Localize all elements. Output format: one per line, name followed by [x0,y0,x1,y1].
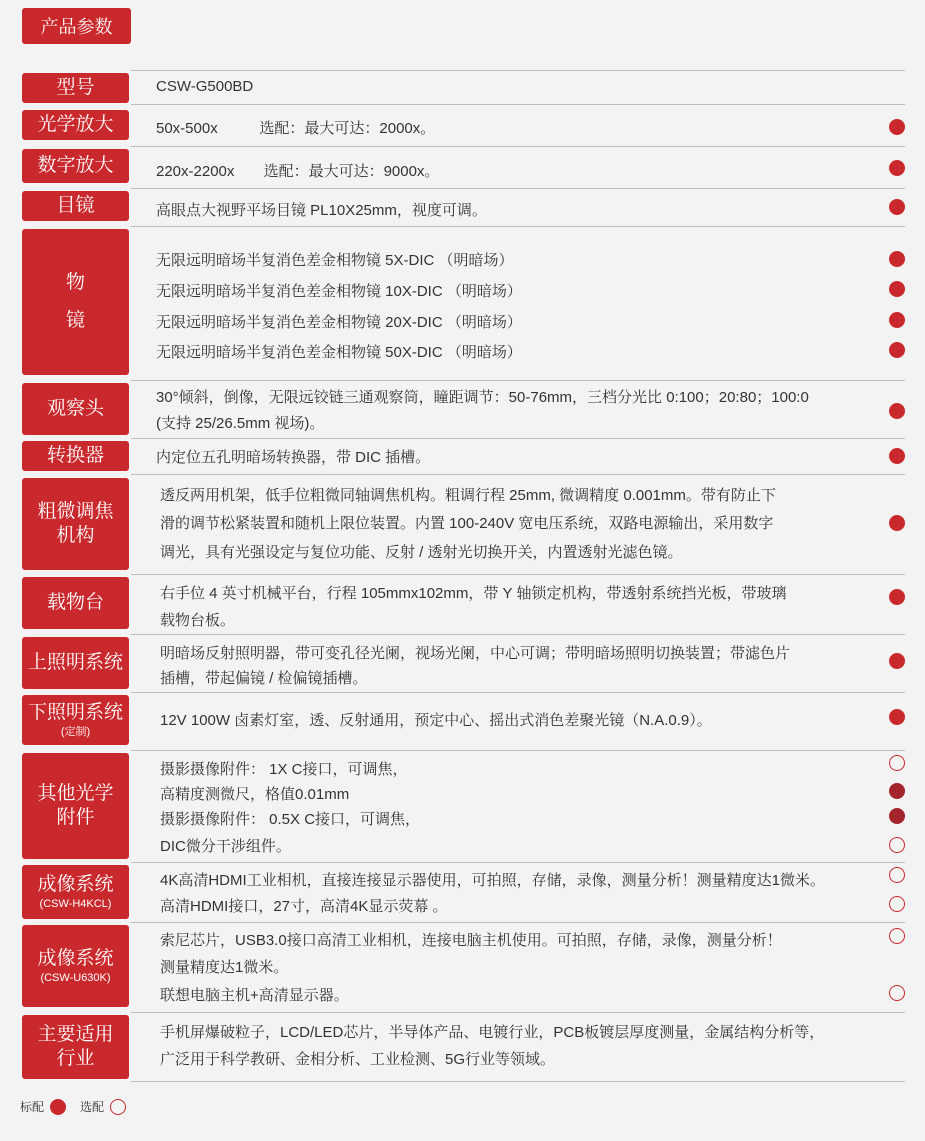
row-divider [131,380,905,381]
spec-value-line: 高眼点大视野平场目镜 PL10X25mm，视度可调。 [156,202,487,219]
spec-value-line: 载物台板。 [160,612,236,629]
row-divider [131,862,905,863]
spec-value-line: 内定位五孔明暗场转换器，带 DIC 插槽。 [156,449,431,466]
spec-label-text: 附件 [56,807,95,828]
spec-label-text: 物 [65,272,85,293]
spec-label-text: 载物台 [46,592,104,613]
spec-value-line: 联想电脑主机+高清显示器。 [160,987,349,1004]
spec-label [22,1015,129,1079]
spec-value-line: 调光，具有光强设定与复位功能、反射 / 透射光切换开关，内置透射光滤色镜。 [160,544,683,561]
row-divider [131,574,905,575]
spec-value-line: 测量精度达1微米。 [160,959,289,976]
standard-dot-icon [889,119,905,135]
standard-dot-icon [889,808,905,824]
spec-value-line: 摄影摄像附件： 1X C接口，可调焦， [160,761,408,778]
row-divider [131,474,905,475]
spec-label-text: 粗微调焦 [37,501,114,522]
spec-value-line: 高精度测微尺，格值0.01mm [160,786,350,803]
row-divider [131,750,905,751]
spec-label-subtext: (CSW-H4KCL) [39,898,112,910]
spec-value-line: DIC微分干涉组件。 [160,838,291,855]
standard-dot-icon [889,515,905,531]
standard-dot-icon [889,783,905,799]
legend-standard-label: 标配 [20,1100,45,1114]
standard-dot-icon [889,589,905,605]
spec-label [22,478,129,570]
spec-value-line: 索尼芯片，USB3.0接口高清工业相机，连接电脑主机使用。可拍照，存储，录像，测量分析！ [160,932,782,949]
spec-label-text: 数字放大 [37,155,114,176]
row-divider [131,634,905,635]
spec-label [22,73,129,103]
spec-value-line: 无限远明暗场半复消色差金相物镜 5X-DIC （明暗场） [156,252,514,269]
optional-dot-icon [889,896,905,912]
standard-dot-icon [889,160,905,176]
spec-value-line: 明暗场反射照明器，带可变孔径光阑，视场光阑，中心可调；带明暗场照明切换装置；带滤色片 [160,645,791,662]
optional-dot-icon [889,755,905,771]
spec-value-line: 4K高清HDMI工业相机，直接连接显示器使用，可拍照，存储，录像，测量分析！测量精度达1微米。 [160,872,826,889]
spec-label-subtext: (定制) [60,726,91,738]
spec-value-line: 无限远明暗场半复消色差金相物镜 10X-DIC （明暗场） [156,283,522,300]
standard-dot-icon [889,709,905,725]
spec-label [22,383,129,435]
standard-dot-icon [889,653,905,669]
spec-label-text: 转换器 [46,445,104,466]
row-divider [131,438,905,439]
standard-dot-icon [889,448,905,464]
spec-label-text: 成像系统 [37,874,114,895]
spec-label-text: 主要适用 [37,1024,114,1045]
table-bottom-divider [131,1081,905,1082]
spec-value-line: 无限远明暗场半复消色差金相物镜 50X-DIC （明暗场） [156,344,522,361]
legend-optional-label: 选配 [80,1100,105,1114]
spec-value-line: 50x-500x 选配：最大可达：2000x。 [156,120,436,137]
spec-value-line: CSW-G500BD [156,78,254,95]
spec-value-line: (支持 25/26.5mm 视场)。 [156,415,325,432]
legend-standard-dot-icon [50,1099,66,1115]
spec-label-text: 光学放大 [37,114,114,135]
legend-optional-dot-icon [110,1099,126,1115]
spec-value-line: 高清HDMI接口，27寸，高清4K显示荧幕 。 [160,898,448,915]
optional-dot-icon [889,837,905,853]
spec-label [22,191,129,221]
standard-dot-icon [889,251,905,267]
spec-value-line: 滑的调节松紧装置和随机上限位装置。内置 100-240V 宽电压系统，双路电源输出，采用数字 [160,515,774,532]
row-divider [131,1012,905,1013]
row-divider [131,188,905,189]
spec-label [22,637,129,689]
section-title: 产品参数 [40,17,113,37]
spec-value-line: 无限远明暗场半复消色差金相物镜 20X-DIC （明暗场） [156,314,522,331]
standard-dot-icon [889,312,905,328]
spec-label [22,925,129,1007]
optional-dot-icon [889,867,905,883]
spec-label [22,441,129,471]
spec-label-text: 行业 [56,1048,95,1069]
spec-label [22,229,129,375]
spec-value-line: 透反两用机架，低手位粗微同轴调焦机构。粗调行程 25mm, 微调精度 0.001mm。带有防止下 [160,487,776,504]
spec-label-text: 上照明系统 [27,652,123,673]
spec-value-line: 广泛用于科学教研、金相分析、工业检测、5G行业等领域。 [160,1051,556,1068]
standard-dot-icon [889,281,905,297]
spec-label-text: 其他光学 [37,783,114,804]
standard-dot-icon [889,342,905,358]
legend [20,1098,140,1115]
row-divider [131,922,905,923]
optional-dot-icon [889,928,905,944]
spec-value-line: 手机屏爆破粒子，LCD/LED芯片，半导体产品、电镀行业，PCB板镀层厚度测量，金属结构分析等， [160,1024,825,1041]
spec-label-text: 观察头 [46,398,104,419]
standard-dot-icon [889,403,905,419]
spec-value-line: 12V 100W 卤素灯室，透、反射通用，预定中心、摇出式消色差聚光镜（N.A.0.9）。 [160,712,712,729]
spec-label-text: 机构 [56,525,95,546]
row-divider [131,104,905,105]
spec-value-line: 30°倾斜，倒像，无限远铰链三通观察筒，瞳距调节：50-76mm，三档分光比 0:100；20:80；100:0 [156,389,809,406]
row-divider [131,226,905,227]
row-divider [131,692,905,693]
spec-label-text: 目镜 [56,195,95,216]
spec-label-subtext: (CSW-U630K) [40,972,111,984]
spec-label-text: 镜 [65,310,85,331]
spec-label [22,865,129,919]
spec-label [22,695,129,745]
spec-label [22,110,129,140]
spec-value-line: 插槽，带起偏镜 / 检偏镜插槽。 [160,670,368,687]
spec-label [22,149,129,183]
spec-value-line: 摄影摄像附件： 0.5X C接口，可调焦， [160,811,421,828]
spec-label [22,577,129,629]
optional-dot-icon [889,985,905,1001]
row-divider [131,146,905,147]
row-divider [131,70,905,71]
spec-value-line: 右手位 4 英寸机械平台，行程 105mmx102mm，带 Y 轴锁定机构，带透射系统挡光板，带玻璃 [160,585,787,602]
spec-label-text: 型号 [56,77,95,98]
spec-label-text: 下照明系统 [27,702,123,723]
standard-dot-icon [889,199,905,215]
spec-value-line: 220x-2200x 选配：最大可达：9000x。 [156,163,440,180]
spec-label-text: 成像系统 [37,948,114,969]
spec-label [22,753,129,859]
